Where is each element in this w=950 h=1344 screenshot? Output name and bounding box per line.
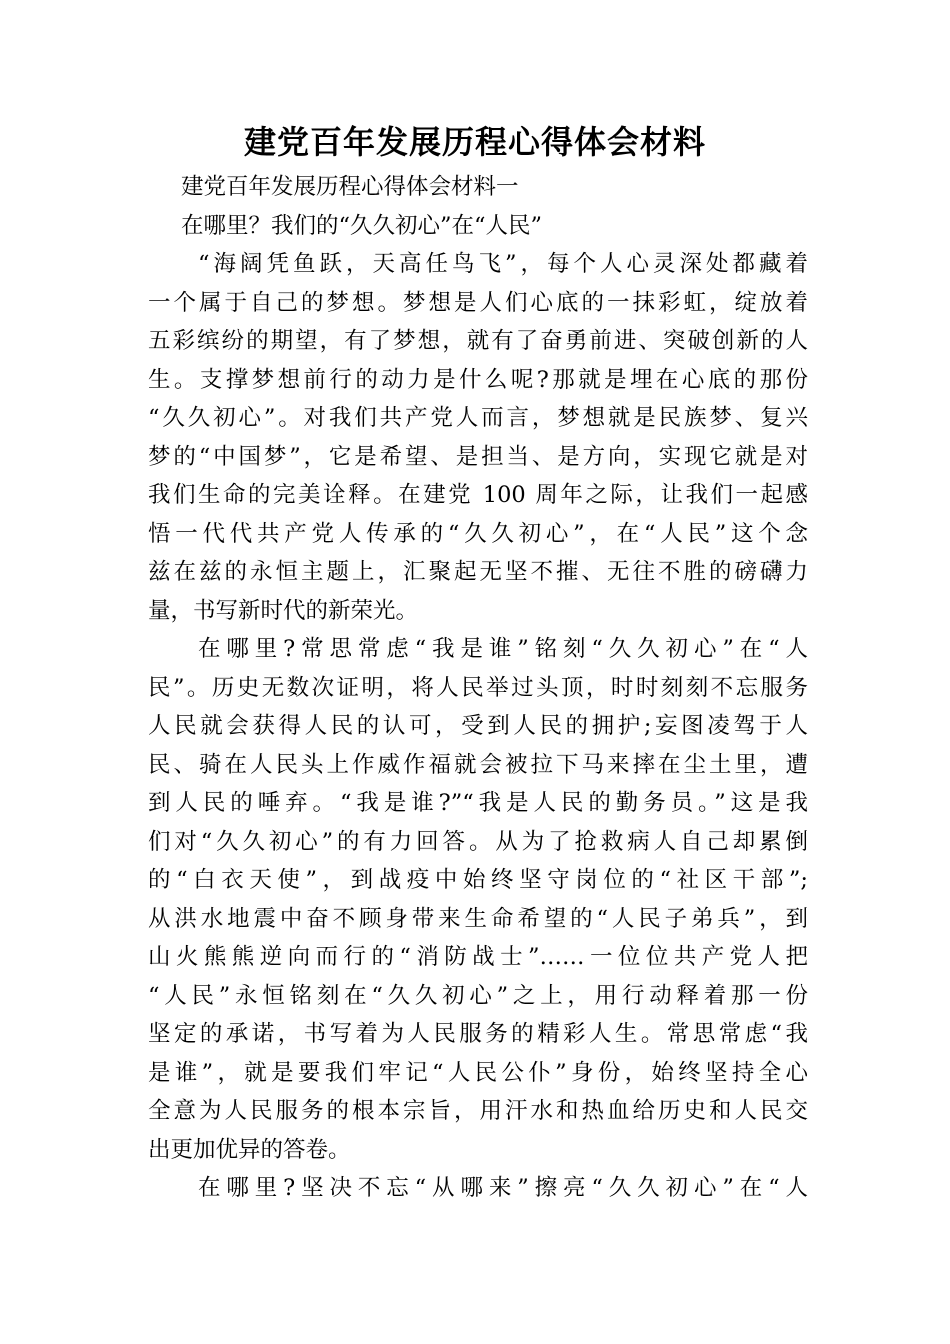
paragraph-line: “海阔凭鱼跃，天高任鸟飞”，每个人心灵深处都藏着 xyxy=(198,251,808,277)
document-subtitle: 建党百年发展历程心得体会材料一 xyxy=(181,174,519,200)
paragraph-line: 坚定的承诺，书写着为人民服务的精彩人生。常思常虑“我 xyxy=(148,1021,808,1047)
paragraph-line: 们对“久久初心”的有力回答。从为了抢救病人自己却累倒 xyxy=(148,828,808,855)
document-body xyxy=(148,168,808,1208)
paragraph-line: 到人民的唾弃。“我是谁?”“我是人民的勤务员。”这是我 xyxy=(148,790,808,816)
paragraph-line: 全意为人民服务的根本宗旨，用汗水和热血给历史和人民交 xyxy=(148,1098,808,1124)
paragraph-line: 山火熊熊逆向而行的“消防战士”……一位位共产党人把 xyxy=(148,944,808,970)
paragraph-line: 的“白衣天使”，到战疫中始终坚守岗位的“社区干部”; xyxy=(148,867,808,893)
paragraph-line: 兹在兹的永恒主题上，汇聚起无坚不摧、无往不胜的磅礴力 xyxy=(148,559,808,585)
paragraph-line: 民、骑在人民头上作威作福就会被拉下马来摔在尘土里，遭 xyxy=(148,751,808,778)
paragraph-line: 是谁”，就是要我们牢记“人民公仆”身份，始终坚持全心 xyxy=(148,1059,808,1086)
paragraph-line: 梦的“中国梦”，它是希望、是担当、是方向，实现它就是对 xyxy=(148,443,808,470)
document-title: 建党百年发展历程心得体会材料 xyxy=(243,123,706,161)
paragraph-line: “人民”永恒铭刻在“久久初心”之上，用行动释着那一份 xyxy=(148,982,808,1009)
paragraph-line: 从洪水地震中奋不顾身带来生命希望的“人民子弟兵”，到 xyxy=(148,905,808,932)
paragraph-line: 我们生命的完美诠释。在建党 100 周年之际，让我们一起感 xyxy=(148,482,808,508)
paragraph-line: 五彩缤纷的期望，有了梦想，就有了奋勇前进、突破创新的人 xyxy=(148,328,808,354)
paragraph-line: 生。支撑梦想前行的动力是什么呢?那就是埋在心底的那份 xyxy=(148,366,808,393)
paragraph-line: “久久初心”。对我们共产党人而言，梦想就是民族梦、复兴 xyxy=(148,405,808,431)
paragraph-line: 一个属于自己的梦想。梦想是人们心底的一抹彩虹，绽放着 xyxy=(148,289,808,316)
paragraph-line: 在哪里?常思常虑“我是谁”铭刻“久久初心”在“人 xyxy=(198,636,808,662)
section-heading: 在哪里？我们的“久久初心”在“人民” xyxy=(181,212,543,239)
paragraph-line: 悟一代代共产党人传承的“久久初心”，在“人民”这个念 xyxy=(148,520,808,547)
paragraph-line: 在哪里?坚决不忘“从哪来”擦亮“久久初心”在“人 xyxy=(198,1175,808,1201)
paragraph-line: 出更加优异的答卷。 xyxy=(148,1136,351,1163)
paragraph-line: 量，书写新时代的新荣光。 xyxy=(148,597,419,624)
paragraph-line: 民”。历史无数次证明，将人民举过头顶，时时刻刻不忘服务 xyxy=(148,674,808,701)
paragraph-line: 人民就会获得人民的认可，受到人民的拥护;妄图凌驾于人 xyxy=(148,713,808,739)
